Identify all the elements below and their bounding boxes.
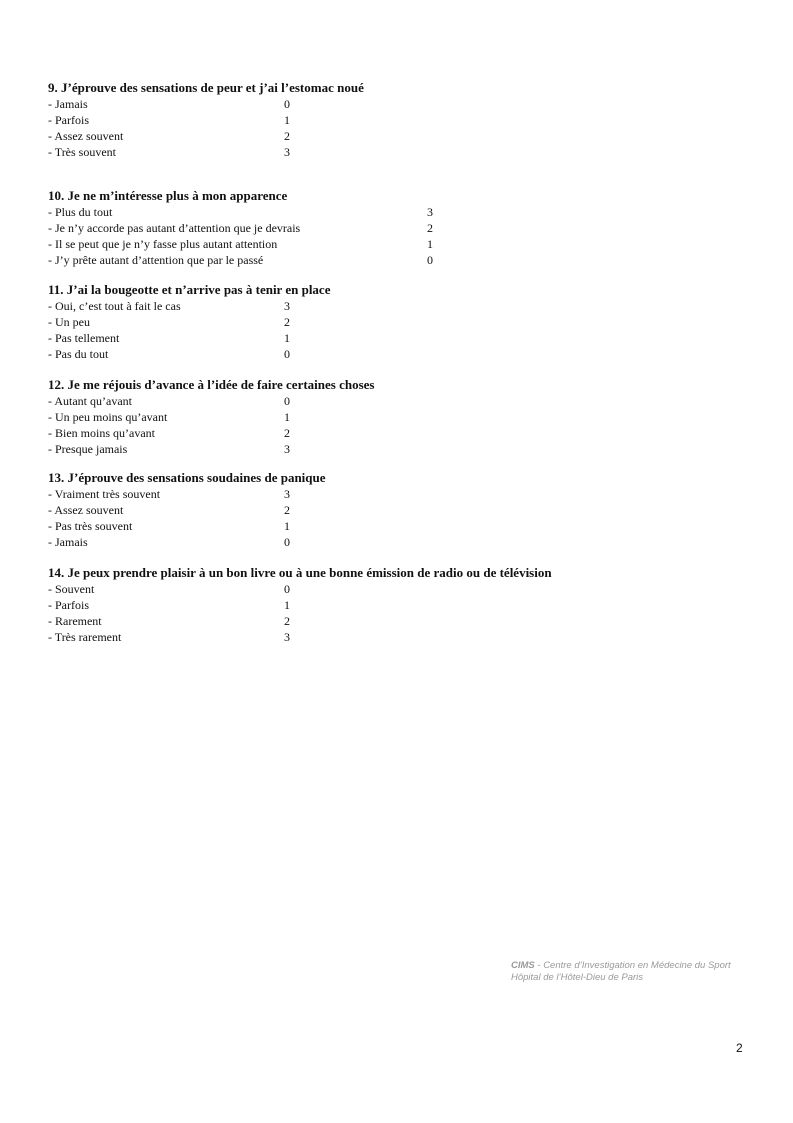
answer-score: 0	[427, 253, 433, 267]
answer-label: - Très rarement	[48, 630, 122, 644]
question-11	[48, 282, 748, 362]
answer-label: - J’y prête autant d’attention que par le passé	[48, 253, 264, 267]
answer-score: 0	[284, 582, 290, 596]
answer-option	[48, 581, 748, 597]
answer-label: - Parfois	[48, 113, 89, 127]
answer-score: 1	[284, 519, 290, 533]
question-title: 11. J’ai la bougeotte et n’arrive pas à tenir en place	[48, 282, 331, 297]
answer-label: - Souvent	[48, 582, 95, 596]
question-title: 10. Je ne m’intéresse plus à mon apparence	[48, 188, 288, 203]
answer-option	[48, 518, 748, 534]
answer-option	[48, 236, 748, 252]
answer-label: - Bien moins qu’avant	[48, 426, 155, 440]
answer-option	[48, 425, 748, 441]
question-13	[48, 470, 748, 550]
answer-option	[48, 220, 748, 236]
question-title: 14. Je peux prendre plaisir à un bon livre ou à une bonne émission de radio ou de télévision	[48, 565, 552, 580]
answer-option	[48, 128, 748, 144]
answer-score: 2	[284, 426, 290, 440]
footer-institution	[511, 960, 731, 984]
answer-label: - Oui, c’est tout à fait le cas	[48, 299, 181, 313]
page-number: 2	[736, 1041, 743, 1055]
answer-label: - Presque jamais	[48, 442, 128, 456]
question-title: 12. Je me réjouis d’avance à l’idée de faire certaines choses	[48, 377, 375, 392]
answer-option	[48, 204, 748, 220]
answer-option	[48, 112, 748, 128]
answer-label: - Très souvent	[48, 145, 117, 159]
question-10	[48, 188, 748, 268]
answer-option	[48, 144, 748, 160]
answer-score: 1	[284, 331, 290, 345]
answer-label: - Rarement	[48, 614, 102, 628]
answer-option	[48, 252, 748, 268]
answer-score: 2	[284, 129, 290, 143]
answer-score: 2	[427, 221, 433, 235]
answer-score: 3	[284, 145, 290, 159]
footer-line-1	[511, 960, 731, 972]
answer-score: 0	[284, 394, 290, 408]
answer-label: - Je n’y accorde pas autant d’attention que je devrais	[48, 221, 301, 235]
answer-score: 3	[284, 299, 290, 313]
answer-score: 0	[284, 347, 290, 361]
answer-score: 3	[427, 205, 433, 219]
answer-score: 1	[427, 237, 433, 251]
answer-label: - Assez souvent	[48, 129, 124, 143]
answer-label: - Jamais	[48, 535, 88, 549]
answer-score: 1	[284, 598, 290, 612]
answer-option	[48, 298, 748, 314]
footer-org-acronym: CIMS	[511, 960, 535, 971]
answer-option	[48, 629, 748, 645]
answer-label: - Assez souvent	[48, 503, 124, 517]
answer-label: - Il se peut que je n’y fasse plus autant attention	[48, 237, 278, 251]
answer-label: - Un peu	[48, 315, 90, 329]
answer-option	[48, 314, 748, 330]
answer-option	[48, 393, 748, 409]
footer-org-name: - Centre d’Investigation en Médecine du Sport	[534, 960, 731, 971]
answer-option	[48, 597, 748, 613]
answer-label: - Pas du tout	[48, 347, 109, 361]
question-9	[48, 80, 748, 160]
answer-option	[48, 96, 748, 112]
answer-option	[48, 486, 748, 502]
answer-score: 1	[284, 113, 290, 127]
question-title: 13. J’éprouve des sensations soudaines de panique	[48, 470, 326, 485]
answer-label: - Pas très souvent	[48, 519, 133, 533]
answer-option	[48, 502, 748, 518]
answer-score: 2	[284, 315, 290, 329]
answer-score: 2	[284, 503, 290, 517]
question-title: 9. J’éprouve des sensations de peur et j’ai l’estomac noué	[48, 80, 364, 95]
answer-option	[48, 613, 748, 629]
answer-label: - Jamais	[48, 97, 88, 111]
answer-option	[48, 346, 748, 362]
answer-label: - Plus du tout	[48, 205, 113, 219]
answer-option	[48, 409, 748, 425]
answer-option	[48, 441, 748, 457]
answer-score: 0	[284, 97, 290, 111]
question-14	[48, 565, 748, 645]
answer-score: 3	[284, 630, 290, 644]
answer-score: 3	[284, 487, 290, 501]
answer-option	[48, 330, 748, 346]
answer-label: - Parfois	[48, 598, 89, 612]
answer-label: - Pas tellement	[48, 331, 120, 345]
footer-line-2: Hôpital de l’Hôtel-Dieu de Paris	[511, 972, 644, 983]
answer-score: 3	[284, 442, 290, 456]
answer-score: 2	[284, 614, 290, 628]
answer-score: 0	[284, 535, 290, 549]
answer-label: - Vraiment très souvent	[48, 487, 161, 501]
question-12	[48, 377, 748, 457]
answer-option	[48, 534, 748, 550]
answer-label: - Un peu moins qu’avant	[48, 410, 168, 424]
answer-label: - Autant qu’avant	[48, 394, 132, 408]
answer-score: 1	[284, 410, 290, 424]
